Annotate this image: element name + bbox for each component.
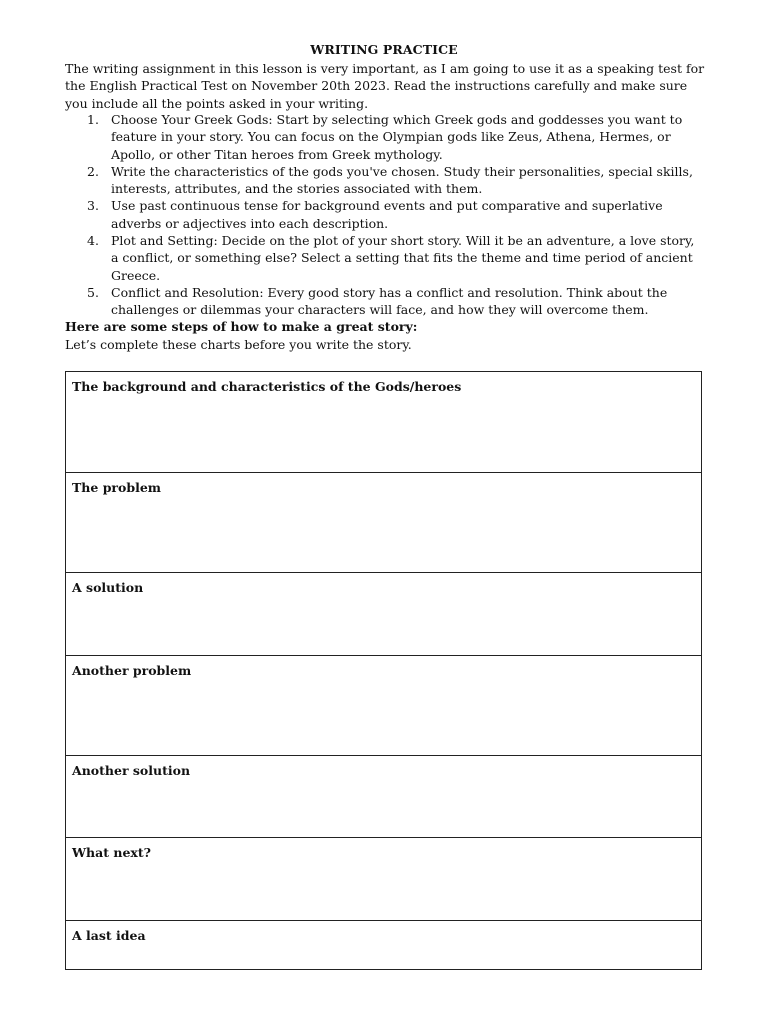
list-item [65, 163, 705, 198]
chart-row-label: The problem [72, 480, 162, 495]
intro-paragraph: The writing assignment in this lesson is very important, as I am going to use it as a speaking test for the English Practical Test on November 20th 2023. Read the instructions carefully and make sure you include all the points asked in your writing. [65, 61, 705, 111]
list-item-number: 5. [87, 284, 99, 300]
story-planning-chart [65, 371, 702, 970]
chart-row-label: A solution [72, 580, 144, 595]
list-item-number: 4. [87, 233, 99, 249]
list-item-text: Use past continuous tense for background events and put comparative and superlative adverbs or adjectives into each description. [111, 198, 663, 231]
list-item [65, 284, 705, 319]
list-item-number: 3. [87, 198, 99, 214]
chart-row-another-solution[interactable] [66, 756, 701, 838]
chart-row-what-next[interactable] [66, 838, 701, 921]
list-item-number: 1. [87, 112, 99, 127]
chart-row-label: Another problem [72, 663, 192, 678]
chart-row-label: A last idea [72, 928, 146, 943]
chart-row-last-idea[interactable] [66, 921, 701, 969]
instruction-list [65, 111, 705, 319]
chart-row-background[interactable] [66, 372, 701, 473]
chart-row-label: Another solution [72, 763, 191, 778]
chart-row-solution[interactable] [66, 573, 701, 656]
list-item [65, 111, 705, 163]
list-item-number: 2. [87, 163, 99, 179]
chart-row-label: The background and characteristics of the Gods/heroes [72, 379, 462, 394]
list-item-text: Choose Your Greek Gods: Start by selecting which Greek gods and goddesses you want to feature in your story. You can focus on the Olympian gods like Zeus, Athena, Hermes, or Apollo, or other Titan heroes from Greek mythology. [111, 112, 683, 162]
list-item [65, 197, 705, 232]
chart-row-another-problem[interactable] [66, 656, 701, 756]
list-item [65, 232, 705, 284]
list-item-text: Conflict and Resolution: Every good story has a conflict and resolution. Think about the challenges or dilemmas your characters will face, and how they will overcome them. [111, 284, 668, 318]
chart-row-problem[interactable] [66, 473, 701, 573]
charts-lead-text: Let’s complete these charts before you write the story. [65, 337, 412, 352]
list-item-text: Write the characteristics of the gods you've chosen. Study their personalities, special skills, interests, attributes, and the stories associated with them. [111, 163, 693, 197]
steps-heading: Here are some steps of how to make a great story: [65, 319, 418, 334]
chart-row-label: What next? [72, 845, 151, 860]
list-item-text: Plot and Setting: Decide on the plot of your short story. Will it be an adventure, a love story, a conflict, or something else? Select a setting that fits the theme and time period of ancient Greece. [111, 233, 695, 283]
page-title: WRITING PRACTICE [310, 42, 458, 57]
